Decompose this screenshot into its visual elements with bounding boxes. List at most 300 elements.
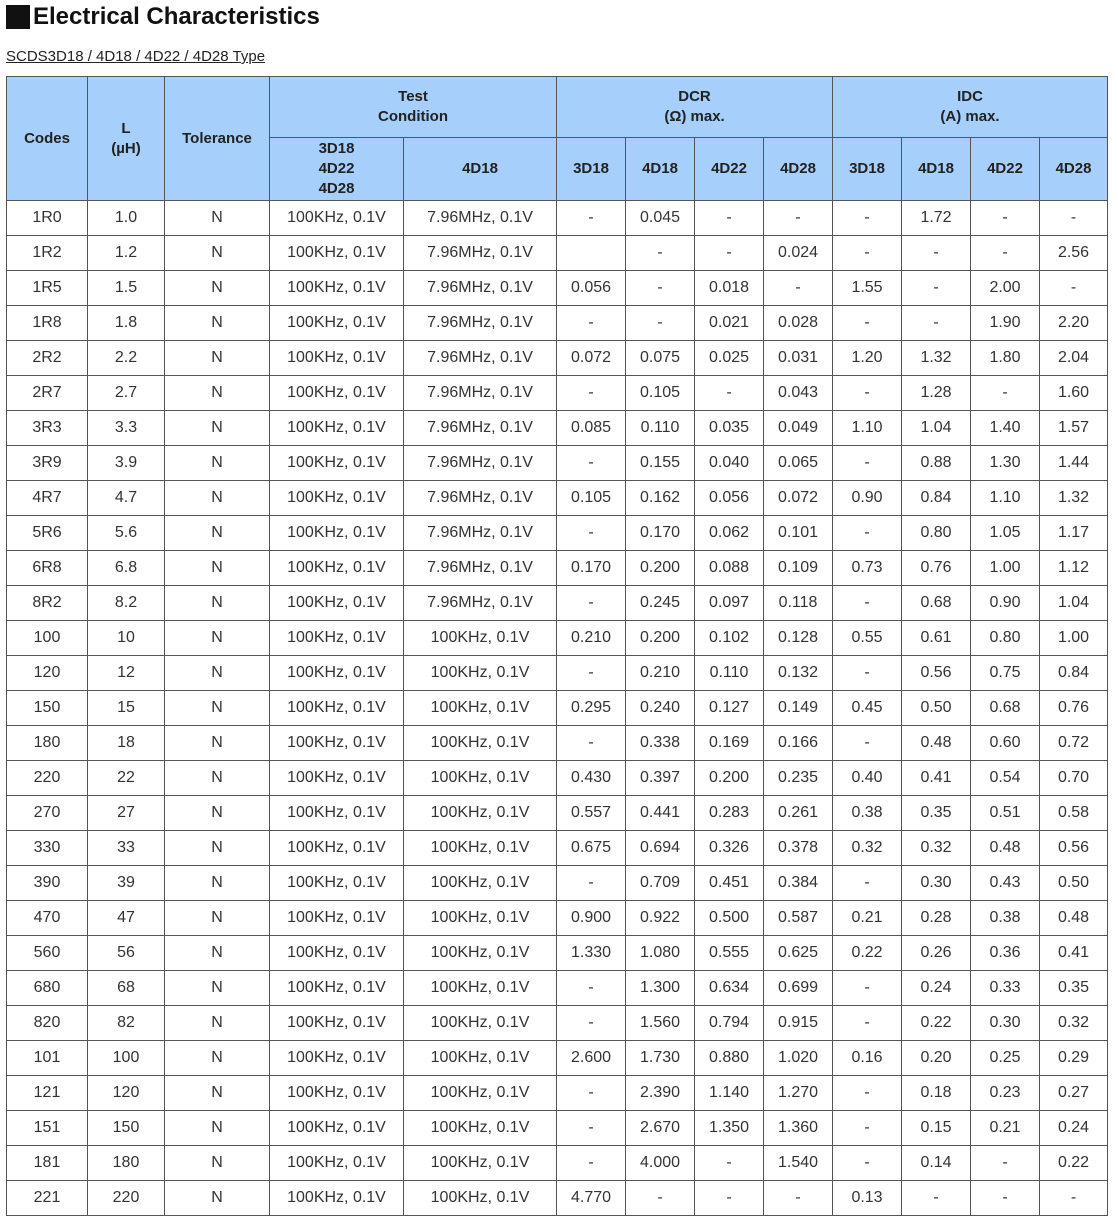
header-dcr-line1: DCR [678,88,711,105]
cell-dcr-4d22: 0.110 [695,656,764,691]
cell-code: 6R8 [7,551,88,586]
header-inductance-unit: (µH) [111,139,141,157]
cell-idc-3d18: - [833,201,902,236]
cell-dcr-4d18: 0.200 [626,551,695,586]
cell-test-3d18-4d22-4d28: 100KHz, 0.1V [270,376,404,411]
cell-dcr-4d18: 0.210 [626,656,695,691]
cell-test-3d18-4d22-4d28: 100KHz, 0.1V [270,236,404,271]
cell-test-3d18-4d22-4d28: 100KHz, 0.1V [270,866,404,901]
cell-dcr-4d28: 0.043 [764,376,833,411]
cell-idc-4d22: 1.10 [971,481,1040,516]
cell-test-3d18-4d22-4d28: 100KHz, 0.1V [270,1111,404,1146]
cell-test-4d18: 100KHz, 0.1V [404,831,557,866]
cell-test-4d18: 7.96MHz, 0.1V [404,236,557,271]
square-bullet-icon [6,5,30,29]
cell-dcr-4d28: 0.587 [764,901,833,936]
cell-idc-4d22: 1.00 [971,551,1040,586]
cell-dcr-4d28: 0.072 [764,481,833,516]
cell-tolerance: N [165,411,270,446]
cell-dcr-4d18: 0.240 [626,691,695,726]
cell-test-4d18: 7.96MHz, 0.1V [404,201,557,236]
cell-dcr-3d18: - [557,866,626,901]
cell-dcr-4d18: - [626,236,695,271]
table-row [7,551,1108,586]
cell-code: 151 [7,1111,88,1146]
header-codes: Codes [7,77,88,201]
cell-dcr-3d18: - [557,971,626,1006]
cell-dcr-4d22: 0.283 [695,796,764,831]
cell-dcr-4d28: 0.024 [764,236,833,271]
cell-dcr-4d28: 0.128 [764,621,833,656]
cell-tolerance: N [165,271,270,306]
cell-code: 820 [7,1006,88,1041]
cell-test-4d18: 100KHz, 0.1V [404,691,557,726]
cell-idc-4d28: 0.70 [1040,761,1108,796]
cell-dcr-4d28: 1.270 [764,1076,833,1111]
cell-idc-4d28: 0.48 [1040,901,1108,936]
cell-inductance: 8.2 [88,586,165,621]
cell-idc-4d28: 1.32 [1040,481,1108,516]
cell-dcr-4d28: 0.384 [764,866,833,901]
cell-inductance: 39 [88,866,165,901]
header-idc [833,77,1108,138]
cell-test-4d18: 7.96MHz, 0.1V [404,586,557,621]
cell-idc-4d18: 0.26 [902,936,971,971]
header-dcr-4d28: 4D28 [764,138,833,201]
cell-idc-4d18: 0.30 [902,866,971,901]
cell-dcr-4d22: 1.350 [695,1111,764,1146]
cell-dcr-4d18: 1.300 [626,971,695,1006]
cell-test-4d18: 100KHz, 0.1V [404,761,557,796]
cell-idc-4d28: 2.20 [1040,306,1108,341]
cell-idc-4d22: 2.00 [971,271,1040,306]
cell-dcr-3d18: 0.056 [557,271,626,306]
cell-code: 180 [7,726,88,761]
cell-test-3d18-4d22-4d28: 100KHz, 0.1V [270,796,404,831]
header-dcr-3d18: 3D18 [557,138,626,201]
cell-idc-4d28: 0.76 [1040,691,1108,726]
cell-dcr-3d18: - [557,1146,626,1181]
cell-dcr-4d18: 0.110 [626,411,695,446]
header-test-condition [270,77,557,138]
cell-test-3d18-4d22-4d28: 100KHz, 0.1V [270,726,404,761]
cell-dcr-4d22: 0.035 [695,411,764,446]
cell-test-3d18-4d22-4d28: 100KHz, 0.1V [270,1146,404,1181]
cell-tolerance: N [165,516,270,551]
header-tolerance: Tolerance [165,77,270,201]
cell-dcr-3d18: - [557,586,626,621]
header-dcr-4d18: 4D18 [626,138,695,201]
cell-dcr-3d18: - [557,726,626,761]
cell-test-4d18: 100KHz, 0.1V [404,726,557,761]
cell-inductance: 6.8 [88,551,165,586]
cell-tolerance: N [165,726,270,761]
header-test-line1: Test [398,88,428,105]
cell-idc-4d28: 0.50 [1040,866,1108,901]
cell-idc-4d28: - [1040,271,1108,306]
cell-idc-3d18: 0.38 [833,796,902,831]
table-row [7,1006,1108,1041]
cell-tolerance: N [165,481,270,516]
cell-tolerance: N [165,446,270,481]
cell-dcr-4d22: 0.500 [695,901,764,936]
cell-dcr-3d18: - [557,1076,626,1111]
cell-idc-4d22: 1.40 [971,411,1040,446]
cell-inductance: 56 [88,936,165,971]
cell-code: 220 [7,761,88,796]
cell-idc-3d18: 0.55 [833,621,902,656]
cell-tolerance: N [165,236,270,271]
cell-idc-4d18: 0.68 [902,586,971,621]
cell-idc-4d22: 0.54 [971,761,1040,796]
cell-code: 181 [7,1146,88,1181]
cell-dcr-4d18: 0.155 [626,446,695,481]
cell-idc-4d28: 2.56 [1040,236,1108,271]
cell-idc-4d28: 0.24 [1040,1111,1108,1146]
cell-idc-4d28: 0.56 [1040,831,1108,866]
cell-test-3d18-4d22-4d28: 100KHz, 0.1V [270,1181,404,1216]
cell-dcr-4d18: 0.075 [626,341,695,376]
cell-test-3d18-4d22-4d28: 100KHz, 0.1V [270,516,404,551]
cell-idc-4d18: 0.61 [902,621,971,656]
cell-idc-4d18: - [902,306,971,341]
cell-dcr-4d22: 0.018 [695,271,764,306]
cell-dcr-3d18: 0.072 [557,341,626,376]
cell-code: 3R3 [7,411,88,446]
cell-dcr-4d18: 0.922 [626,901,695,936]
table-row [7,1111,1108,1146]
cell-inductance: 12 [88,656,165,691]
cell-test-3d18-4d22-4d28: 100KHz, 0.1V [270,411,404,446]
cell-idc-4d28: 0.41 [1040,936,1108,971]
cell-tolerance: N [165,691,270,726]
table-body [7,201,1108,1216]
cell-test-4d18: 7.96MHz, 0.1V [404,341,557,376]
cell-idc-4d28: 0.58 [1040,796,1108,831]
cell-tolerance: N [165,901,270,936]
cell-tolerance: N [165,306,270,341]
cell-idc-4d22: - [971,376,1040,411]
cell-dcr-3d18: - [557,516,626,551]
cell-code: 560 [7,936,88,971]
cell-test-4d18: 100KHz, 0.1V [404,1181,557,1216]
header-inductance [88,77,165,201]
cell-test-3d18-4d22-4d28: 100KHz, 0.1V [270,936,404,971]
cell-idc-4d22: 0.75 [971,656,1040,691]
cell-idc-3d18: - [833,1111,902,1146]
cell-test-4d18: 7.96MHz, 0.1V [404,481,557,516]
cell-idc-4d28: 1.04 [1040,586,1108,621]
cell-idc-4d22: 1.90 [971,306,1040,341]
cell-test-4d18: 100KHz, 0.1V [404,971,557,1006]
cell-idc-4d18: 0.41 [902,761,971,796]
cell-idc-4d18: 1.28 [902,376,971,411]
header-inductance-symbol: L [121,119,131,137]
cell-code: 1R5 [7,271,88,306]
cell-test-3d18-4d22-4d28: 100KHz, 0.1V [270,341,404,376]
cell-inductance: 18 [88,726,165,761]
cell-dcr-4d18: 2.670 [626,1111,695,1146]
cell-idc-4d18: 0.76 [902,551,971,586]
cell-test-3d18-4d22-4d28: 100KHz, 0.1V [270,761,404,796]
cell-dcr-4d22: 0.040 [695,446,764,481]
cell-dcr-4d28: 0.109 [764,551,833,586]
cell-idc-3d18: 0.13 [833,1181,902,1216]
cell-dcr-4d28: 0.065 [764,446,833,481]
header-test-sub-line3: 4D28 [318,180,355,197]
table-row [7,586,1108,621]
cell-tolerance: N [165,621,270,656]
cell-tolerance: N [165,1111,270,1146]
cell-idc-4d28: 0.35 [1040,971,1108,1006]
cell-tolerance: N [165,551,270,586]
cell-test-3d18-4d22-4d28: 100KHz, 0.1V [270,481,404,516]
cell-dcr-4d22: 1.140 [695,1076,764,1111]
cell-dcr-4d22: - [695,201,764,236]
cell-idc-4d18: 0.20 [902,1041,971,1076]
table-row [7,271,1108,306]
cell-idc-4d22: 1.30 [971,446,1040,481]
cell-idc-4d18: - [902,236,971,271]
cell-idc-4d22: 0.51 [971,796,1040,831]
cell-tolerance: N [165,1006,270,1041]
cell-idc-3d18: - [833,726,902,761]
cell-test-3d18-4d22-4d28: 100KHz, 0.1V [270,971,404,1006]
cell-inductance: 5.6 [88,516,165,551]
header-dcr-line2: (Ω) max. [664,108,725,125]
cell-idc-4d22: 0.43 [971,866,1040,901]
cell-dcr-3d18: 0.105 [557,481,626,516]
cell-test-4d18: 7.96MHz, 0.1V [404,376,557,411]
cell-test-3d18-4d22-4d28: 100KHz, 0.1V [270,1076,404,1111]
cell-tolerance: N [165,936,270,971]
cell-idc-4d28: - [1040,1181,1108,1216]
cell-dcr-4d22: 0.102 [695,621,764,656]
cell-inductance: 1.5 [88,271,165,306]
cell-dcr-4d18: - [626,271,695,306]
table-row [7,1076,1108,1111]
cell-code: 330 [7,831,88,866]
cell-test-4d18: 100KHz, 0.1V [404,901,557,936]
cell-test-4d18: 100KHz, 0.1V [404,1076,557,1111]
table-row [7,1146,1108,1181]
cell-test-4d18: 7.96MHz, 0.1V [404,411,557,446]
cell-dcr-4d18: 1.080 [626,936,695,971]
table-row [7,866,1108,901]
cell-idc-4d28: 1.44 [1040,446,1108,481]
cell-code: 2R7 [7,376,88,411]
cell-idc-4d22: 0.33 [971,971,1040,1006]
cell-dcr-4d22: 0.025 [695,341,764,376]
cell-dcr-4d28: 0.101 [764,516,833,551]
cell-code: 1R8 [7,306,88,341]
cell-dcr-4d22: - [695,1146,764,1181]
cell-dcr-4d18: 0.162 [626,481,695,516]
cell-dcr-4d22: - [695,1181,764,1216]
cell-idc-3d18: - [833,656,902,691]
cell-dcr-4d22: 0.021 [695,306,764,341]
cell-inductance: 1.0 [88,201,165,236]
page-title [6,3,320,31]
cell-test-3d18-4d22-4d28: 100KHz, 0.1V [270,1041,404,1076]
cell-tolerance: N [165,831,270,866]
cell-idc-4d18: 0.48 [902,726,971,761]
cell-idc-3d18: 0.32 [833,831,902,866]
cell-dcr-3d18: 0.430 [557,761,626,796]
cell-code: 100 [7,621,88,656]
cell-inductance: 180 [88,1146,165,1181]
table-row [7,796,1108,831]
cell-idc-4d22: 0.23 [971,1076,1040,1111]
cell-inductance: 2.2 [88,341,165,376]
cell-test-4d18: 7.96MHz, 0.1V [404,551,557,586]
cell-idc-4d22: 0.60 [971,726,1040,761]
cell-idc-4d28: 0.29 [1040,1041,1108,1076]
cell-idc-3d18: - [833,1006,902,1041]
cell-code: 470 [7,901,88,936]
cell-test-3d18-4d22-4d28: 100KHz, 0.1V [270,1006,404,1041]
cell-dcr-4d18: - [626,1181,695,1216]
cell-idc-4d22: 0.30 [971,1006,1040,1041]
cell-code: 1R2 [7,236,88,271]
cell-test-3d18-4d22-4d28: 100KHz, 0.1V [270,201,404,236]
cell-idc-4d18: 0.15 [902,1111,971,1146]
cell-idc-3d18: - [833,1146,902,1181]
cell-tolerance: N [165,341,270,376]
cell-dcr-4d18: 4.000 [626,1146,695,1181]
header-row-top [7,77,1108,138]
cell-dcr-4d18: 0.200 [626,621,695,656]
table-row [7,236,1108,271]
cell-tolerance: N [165,1041,270,1076]
page-title-text: Electrical Characteristics [33,3,320,30]
cell-dcr-4d28: 0.915 [764,1006,833,1041]
electrical-characteristics-table [6,76,1108,1216]
cell-inductance: 4.7 [88,481,165,516]
cell-dcr-4d18: 1.730 [626,1041,695,1076]
cell-inductance: 1.2 [88,236,165,271]
cell-dcr-4d22: 0.326 [695,831,764,866]
cell-idc-3d18: - [833,866,902,901]
cell-dcr-3d18: - [557,446,626,481]
cell-dcr-4d28: 0.378 [764,831,833,866]
cell-test-4d18: 100KHz, 0.1V [404,1006,557,1041]
cell-inductance: 1.8 [88,306,165,341]
cell-idc-4d18: 0.22 [902,1006,971,1041]
header-test-4d18: 4D18 [404,138,557,201]
cell-idc-4d22: - [971,1181,1040,1216]
cell-idc-4d18: 0.14 [902,1146,971,1181]
cell-dcr-4d22: 0.555 [695,936,764,971]
cell-dcr-4d28: 1.020 [764,1041,833,1076]
header-dcr [557,77,833,138]
table-row [7,656,1108,691]
cell-idc-4d22: 0.21 [971,1111,1040,1146]
cell-test-3d18-4d22-4d28: 100KHz, 0.1V [270,831,404,866]
cell-idc-4d28: 2.04 [1040,341,1108,376]
header-idc-line1: IDC [957,88,983,105]
cell-dcr-4d28: 1.360 [764,1111,833,1146]
cell-dcr-3d18: 0.170 [557,551,626,586]
cell-dcr-3d18: 0.210 [557,621,626,656]
cell-idc-4d18: 0.24 [902,971,971,1006]
cell-idc-4d28: 0.27 [1040,1076,1108,1111]
cell-dcr-4d28: 0.028 [764,306,833,341]
cell-idc-3d18: - [833,516,902,551]
cell-code: 4R7 [7,481,88,516]
cell-idc-4d18: 0.35 [902,796,971,831]
cell-dcr-4d22: 0.062 [695,516,764,551]
cell-idc-4d18: 0.32 [902,831,971,866]
cell-dcr-3d18: 2.600 [557,1041,626,1076]
cell-tolerance: N [165,656,270,691]
cell-test-3d18-4d22-4d28: 100KHz, 0.1V [270,586,404,621]
cell-dcr-4d28: 0.149 [764,691,833,726]
cell-idc-4d22: 0.36 [971,936,1040,971]
cell-idc-4d28: 0.84 [1040,656,1108,691]
cell-idc-4d22: - [971,201,1040,236]
cell-idc-4d18: 1.04 [902,411,971,446]
cell-idc-3d18: 0.22 [833,936,902,971]
cell-code: 390 [7,866,88,901]
cell-idc-3d18: - [833,376,902,411]
cell-code: 150 [7,691,88,726]
cell-dcr-4d22: 0.169 [695,726,764,761]
cell-dcr-4d18: 0.105 [626,376,695,411]
cell-inductance: 3.3 [88,411,165,446]
cell-test-3d18-4d22-4d28: 100KHz, 0.1V [270,446,404,481]
cell-idc-3d18: - [833,971,902,1006]
cell-dcr-4d18: - [626,306,695,341]
cell-test-4d18: 100KHz, 0.1V [404,796,557,831]
cell-dcr-4d28: 0.031 [764,341,833,376]
table-row [7,376,1108,411]
cell-dcr-3d18: 0.557 [557,796,626,831]
cell-idc-4d18: 0.80 [902,516,971,551]
cell-test-3d18-4d22-4d28: 100KHz, 0.1V [270,551,404,586]
cell-test-4d18: 7.96MHz, 0.1V [404,446,557,481]
cell-dcr-4d18: 0.170 [626,516,695,551]
cell-dcr-3d18: - [557,1111,626,1146]
cell-idc-4d28: 0.22 [1040,1146,1108,1181]
cell-dcr-4d22: 0.056 [695,481,764,516]
cell-idc-4d18: - [902,1181,971,1216]
cell-code: 680 [7,971,88,1006]
cell-tolerance: N [165,376,270,411]
cell-idc-4d18: 0.28 [902,901,971,936]
cell-idc-4d22: 0.68 [971,691,1040,726]
cell-dcr-4d18: 1.560 [626,1006,695,1041]
cell-inductance: 27 [88,796,165,831]
cell-dcr-4d28: 1.540 [764,1146,833,1181]
cell-inductance: 150 [88,1111,165,1146]
table-row [7,1181,1108,1216]
cell-dcr-4d22: 0.794 [695,1006,764,1041]
cell-idc-4d28: 1.00 [1040,621,1108,656]
cell-dcr-3d18: - [557,376,626,411]
cell-test-4d18: 100KHz, 0.1V [404,1041,557,1076]
cell-test-3d18-4d22-4d28: 100KHz, 0.1V [270,901,404,936]
cell-inductance: 22 [88,761,165,796]
header-idc-line2: (A) max. [940,108,1000,125]
cell-idc-4d28: 0.32 [1040,1006,1108,1041]
cell-tolerance: N [165,796,270,831]
cell-code: 270 [7,796,88,831]
cell-dcr-3d18 [557,236,626,271]
cell-tolerance: N [165,866,270,901]
product-type-link[interactable]: SCDS3D18 / 4D18 / 4D22 / 4D28 Type [6,48,266,65]
cell-idc-4d22: 0.25 [971,1041,1040,1076]
